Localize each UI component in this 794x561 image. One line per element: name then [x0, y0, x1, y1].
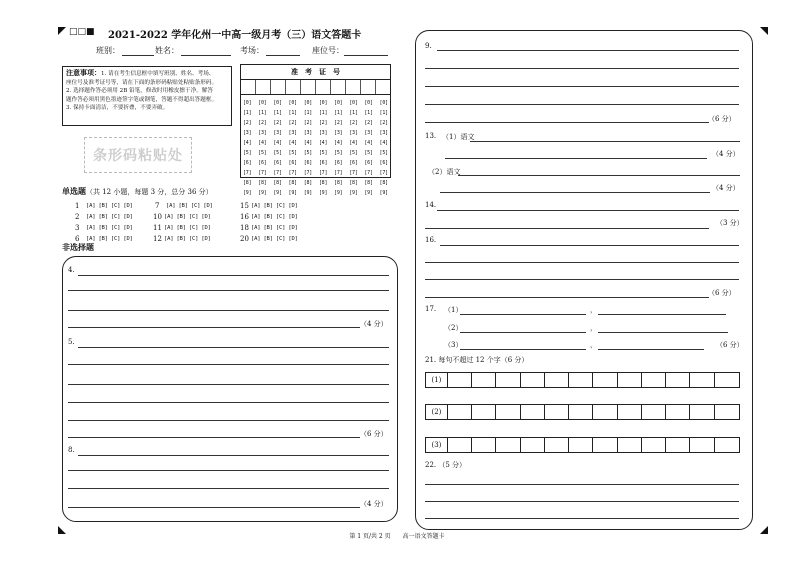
char-grid-label: (1) [426, 373, 448, 387]
char-grid-row [425, 372, 740, 388]
mcq-question-number: 3 [75, 224, 80, 232]
answer-line[interactable] [68, 364, 389, 365]
answer-line[interactable] [460, 314, 586, 315]
char-grid-cell[interactable] [472, 373, 496, 387]
admission-bubble[interactable]: [9] [364, 190, 373, 196]
admission-bubble[interactable]: [5] [288, 150, 297, 156]
char-grid-cell[interactable] [715, 373, 739, 387]
admission-bubble[interactable]: [8] [273, 180, 282, 186]
mcq-options[interactable]: [A] [B] [C] [D] [251, 203, 298, 209]
admission-bubble[interactable]: [3] [349, 130, 358, 136]
question-number: 16. [425, 236, 437, 244]
left-answer-box [62, 256, 398, 522]
admission-bubble[interactable]: [2] [258, 120, 267, 126]
answer-line[interactable] [68, 384, 389, 385]
admission-bubble[interactable]: [6] [273, 160, 282, 166]
mcq-question-number: 6 [75, 235, 80, 243]
mcq-note: （共 12 小题，每题 3 分，总分 36 分） [86, 188, 213, 196]
mcq-options[interactable]: [A] [B] [C] [D] [86, 236, 133, 242]
answer-line[interactable] [598, 314, 726, 315]
answer-line[interactable] [68, 327, 360, 328]
admission-bubble[interactable]: [5] [334, 150, 343, 156]
admission-bubble[interactable]: [5] [243, 150, 252, 156]
answer-line[interactable] [425, 104, 739, 105]
admission-bubble[interactable]: [8] [288, 180, 297, 186]
admission-bubble[interactable]: [4] [258, 140, 267, 146]
question-number: 14. [425, 201, 437, 209]
char-grid-cell[interactable] [593, 405, 617, 419]
admission-bubble[interactable]: [8] [258, 180, 267, 186]
admission-bubble[interactable]: [2] [349, 120, 358, 126]
mcq-question-number: 15 [240, 202, 249, 210]
notice-line: 2. 选择题作答必须用 2B 铅笔，修改时用橡皮擦干净。解答 [66, 88, 213, 95]
admission-bubble[interactable]: [5] [273, 150, 282, 156]
admission-bubble[interactable]: [6] [364, 160, 373, 166]
question-part: （2）语文 [428, 168, 461, 176]
admission-write-row [241, 80, 390, 95]
class-label: 班别： [96, 46, 120, 55]
char-grid-cell[interactable] [593, 438, 617, 452]
answer-line[interactable] [425, 262, 739, 263]
admission-bubble[interactable]: [8] [379, 180, 388, 186]
admission-bubble-row [243, 108, 388, 118]
char-grid-row [425, 437, 740, 453]
notice-heading: 注意事项： [66, 68, 101, 77]
admission-bubble[interactable]: [0] [258, 100, 267, 106]
char-grid-cell[interactable] [690, 438, 714, 452]
admission-bubble[interactable]: [4] [303, 140, 313, 146]
answer-line[interactable] [440, 245, 739, 246]
question-heading: 21. 每句不超过 12 个字（6 分） [425, 356, 529, 364]
admission-bubble[interactable]: [7] [288, 170, 297, 176]
char-grid-cell[interactable] [496, 405, 520, 419]
admission-bubble[interactable]: [1] [243, 110, 252, 116]
seat-label: 座位号： [312, 46, 344, 55]
char-grid-cell[interactable] [569, 405, 593, 419]
question-part: （1）语文 [442, 133, 475, 141]
admission-bubble[interactable]: [1] [364, 110, 373, 116]
admission-bubble[interactable]: [3] [334, 130, 343, 136]
page-title: 2021-2022 学年化州一中高一级月考（三）语文答题卡 [108, 30, 362, 41]
admission-bubble[interactable]: [6] [318, 160, 328, 166]
mcq-question-number: 18 [240, 224, 249, 232]
answer-line[interactable] [437, 210, 739, 211]
mcq-options[interactable]: [A] [B] [C] [D] [251, 214, 298, 220]
answer-line[interactable] [460, 349, 586, 350]
answer-line[interactable] [445, 158, 707, 159]
question-part: （3） [444, 341, 463, 349]
char-grid-cell[interactable] [618, 405, 642, 419]
admission-bubble[interactable]: [2] [243, 120, 252, 126]
answer-line[interactable] [598, 332, 728, 333]
admission-bubble[interactable]: [5] [258, 150, 267, 156]
answer-line[interactable] [68, 507, 360, 508]
admission-bubble[interactable]: [1] [303, 110, 313, 116]
mcq-question-number: 7 [155, 202, 160, 210]
char-grid-cell[interactable] [642, 373, 666, 387]
char-grid-cell[interactable] [715, 405, 739, 419]
answer-line[interactable] [68, 290, 389, 291]
answer-line[interactable] [78, 455, 389, 456]
admission-bubble[interactable]: [3] [288, 130, 297, 136]
char-grid-cell[interactable] [448, 438, 472, 452]
notice-line: 3. 保持卡面清洁，不要折叠，不要弄破。 [66, 105, 169, 112]
right-answer-box [415, 30, 753, 530]
mcq-options[interactable]: [A] [B] [C] [D] [166, 203, 213, 209]
mcq-question-number: 16 [240, 213, 249, 221]
admission-bubble-row [243, 188, 388, 198]
admission-bubble[interactable]: [7] [243, 170, 252, 176]
mcq-question-number: 12 [153, 235, 162, 243]
admission-bubble[interactable]: [2] [334, 120, 343, 126]
mcq-options[interactable]: [A] [B] [C] [D] [86, 203, 133, 209]
admission-bubble[interactable]: [0] [334, 100, 343, 106]
mcq-question-number: 2 [75, 213, 80, 221]
answer-line[interactable] [425, 228, 709, 229]
mcq-question-number: 1 [75, 202, 80, 210]
mcq-question-number: 11 [153, 224, 162, 232]
admission-bubble[interactable]: [3] [273, 130, 282, 136]
answer-line[interactable] [437, 50, 739, 51]
admission-bubble[interactable]: [1] [288, 110, 297, 116]
notice-line: 1. 请在考生信息框中填写班别、姓名、考场、 [101, 71, 215, 77]
admission-bubble[interactable]: [0] [318, 100, 328, 106]
admission-bubble[interactable]: [6] [349, 160, 358, 166]
answer-line[interactable] [425, 501, 739, 502]
admission-bubble[interactable]: [4] [243, 140, 252, 146]
admission-bubble[interactable]: [4] [364, 140, 373, 146]
admission-bubble[interactable]: [9] [349, 190, 358, 196]
char-grid-cell[interactable] [496, 373, 520, 387]
admission-bubble[interactable]: [5] [318, 150, 328, 156]
admission-bubble-row [243, 178, 388, 188]
admission-bubble[interactable]: [8] [364, 180, 373, 186]
comma: ， [590, 324, 597, 332]
char-grid-cell[interactable] [545, 405, 569, 419]
char-grid-cell[interactable] [666, 438, 690, 452]
admission-bubble[interactable]: [5] [349, 150, 358, 156]
notice-line: 座位号及准考证号等，请在下面的条形码粘贴处粘贴条形码。 [66, 79, 218, 86]
admission-bubble[interactable]: [1] [318, 110, 328, 116]
admission-bubble[interactable]: [8] [243, 180, 252, 186]
answer-line[interactable] [68, 437, 360, 438]
mcq-options[interactable]: [A] [B] [C] [D] [251, 236, 298, 242]
admission-bubble[interactable]: [1] [379, 110, 388, 116]
admission-bubble[interactable]: [9] [288, 190, 297, 196]
name-label: 姓名： [155, 46, 179, 55]
answer-line[interactable] [425, 122, 709, 123]
mcq-options[interactable]: [A] [B] [C] [D] [164, 225, 211, 231]
answer-line[interactable] [460, 332, 586, 333]
admission-bubble[interactable]: [7] [303, 170, 313, 176]
barcode-area [84, 137, 192, 173]
mcq-options[interactable]: [A] [B] [C] [D] [86, 225, 133, 231]
char-grid-cell[interactable] [545, 438, 569, 452]
admission-bubble[interactable]: [4] [273, 140, 282, 146]
question-score: （4 分） [712, 150, 740, 158]
char-grid-cell[interactable] [521, 373, 545, 387]
answer-line[interactable] [470, 141, 740, 142]
answer-line[interactable] [68, 402, 389, 403]
corner-mark-top-left [58, 27, 66, 35]
admission-bubble[interactable]: [8] [318, 180, 328, 186]
admission-bubble[interactable]: [1] [273, 110, 282, 116]
barcode-label: 条形码粘贴处 [93, 148, 183, 164]
char-grid-cell[interactable] [569, 373, 593, 387]
char-grid-cell[interactable] [448, 405, 472, 419]
admission-bubble[interactable]: [2] [379, 120, 388, 126]
char-grid-cell[interactable] [545, 373, 569, 387]
admission-bubble[interactable]: [5] [364, 150, 373, 156]
admission-bubble[interactable]: [1] [258, 110, 267, 116]
admission-bubble-row [243, 98, 388, 108]
admission-bubble[interactable]: [0] [243, 100, 252, 106]
admission-bubble[interactable]: [0] [349, 100, 358, 106]
admission-bubble[interactable]: [9] [303, 190, 313, 196]
answer-line[interactable] [78, 275, 389, 276]
admission-bubble[interactable]: [3] [243, 130, 252, 136]
admission-bubble[interactable]: [0] [288, 100, 297, 106]
char-grid-cell[interactable] [618, 438, 642, 452]
admission-bubble[interactable]: [9] [318, 190, 328, 196]
char-grid-cell[interactable] [642, 405, 666, 419]
char-grid-cell[interactable] [472, 405, 496, 419]
admission-number-box [240, 64, 391, 196]
notice-line: 题作答必须用黑色墨迹签字笔或钢笔，答题不得超出答题框。 [66, 96, 218, 103]
admission-bubble[interactable]: [4] [334, 140, 343, 146]
question-score: （4 分） [712, 184, 740, 192]
notice-box [62, 66, 232, 126]
admission-bubble-row [243, 118, 388, 128]
question-number: 5. [68, 338, 75, 346]
answer-line[interactable] [68, 310, 389, 311]
admission-bubble[interactable]: [7] [349, 170, 358, 176]
admission-bubble[interactable]: [3] [258, 130, 267, 136]
admission-bubble-row [243, 168, 388, 178]
admission-bubble[interactable]: [9] [243, 190, 252, 196]
admission-bubble[interactable]: [0] [273, 100, 282, 106]
admission-bubbles [241, 95, 390, 198]
char-grid-cell[interactable] [690, 373, 714, 387]
mcq-heading [62, 186, 213, 197]
admission-bubble-row [243, 148, 388, 158]
question-number: 13. [425, 132, 437, 140]
admission-bubble[interactable]: [6] [288, 160, 297, 166]
admission-bubble[interactable]: [4] [318, 140, 328, 146]
char-grid-cell[interactable] [666, 405, 690, 419]
admission-heading: 准 考 证 号 [241, 65, 390, 80]
admission-bubble[interactable]: [9] [258, 190, 267, 196]
char-grid-cell[interactable] [690, 405, 714, 419]
question-number: 8. [68, 446, 75, 454]
char-grid-cell[interactable] [472, 438, 496, 452]
admission-bubble[interactable]: [3] [318, 130, 328, 136]
admission-bubble[interactable]: [3] [303, 130, 313, 136]
answer-line[interactable] [598, 349, 704, 350]
question-number: 17. [425, 305, 437, 313]
mcq-options[interactable]: [A] [B] [C] [D] [164, 214, 211, 220]
admission-bubble[interactable]: [2] [303, 120, 313, 126]
admission-bubble[interactable]: [8] [334, 180, 343, 186]
admission-bubble[interactable]: [2] [318, 120, 328, 126]
room-label: 考场： [240, 46, 264, 55]
header-marker: □□■ [69, 27, 95, 37]
char-grid-cell[interactable] [496, 438, 520, 452]
comma: ， [590, 341, 597, 349]
question-score: （6 分） [708, 289, 736, 297]
admission-bubble[interactable]: [2] [273, 120, 282, 126]
answer-line[interactable] [68, 420, 389, 421]
char-grid-label: (3) [426, 438, 448, 452]
answer-line[interactable] [425, 86, 739, 87]
admission-bubble[interactable]: [8] [303, 180, 313, 186]
mcq-options[interactable]: [A] [B] [C] [D] [251, 225, 298, 231]
answer-line[interactable] [68, 488, 389, 489]
admission-bubble-row [243, 128, 388, 138]
admission-bubble[interactable]: [7] [334, 170, 343, 176]
nonmcq-heading: 非选择题 [62, 242, 94, 252]
answer-line[interactable] [440, 192, 710, 193]
question-score: （4 分） [360, 320, 388, 328]
answer-line[interactable] [425, 297, 709, 298]
question-score: （6 分） [716, 341, 744, 349]
admission-bubble[interactable]: [7] [258, 170, 267, 176]
admission-bubble[interactable]: [7] [364, 170, 373, 176]
admission-bubble[interactable]: [0] [303, 100, 313, 106]
admission-bubble[interactable]: [7] [379, 170, 388, 176]
admission-bubble[interactable]: [4] [349, 140, 358, 146]
answer-line[interactable] [68, 470, 389, 471]
mcq-question-number: 20 [240, 235, 249, 243]
admission-bubble[interactable]: [7] [273, 170, 282, 176]
question-score: （6 分） [360, 430, 388, 438]
admission-bubble[interactable]: [0] [364, 100, 373, 106]
admission-bubble-row [243, 158, 388, 168]
admission-bubble-row [243, 138, 388, 148]
mcq-options[interactable]: [A] [B] [C] [D] [164, 236, 211, 242]
admission-bubble[interactable]: [6] [258, 160, 267, 166]
answer-line[interactable] [425, 518, 739, 519]
answer-line[interactable] [425, 68, 739, 69]
comma: ， [590, 306, 597, 314]
admission-bubble[interactable]: [6] [243, 160, 252, 166]
admission-bubble[interactable]: [9] [379, 190, 388, 196]
char-grid-label: (2) [426, 405, 448, 419]
admission-bubble[interactable]: [2] [288, 120, 297, 126]
admission-bubble[interactable]: [6] [303, 160, 313, 166]
admission-bubble[interactable]: [4] [379, 140, 388, 146]
corner-mark-top-right [760, 27, 768, 35]
mcq-options[interactable]: [A] [B] [C] [D] [86, 214, 133, 220]
admission-bubble[interactable]: [6] [379, 160, 388, 166]
admission-bubble[interactable]: [8] [349, 180, 358, 186]
admission-bubble[interactable]: [9] [334, 190, 343, 196]
mcq-question-number: 10 [153, 213, 162, 221]
admission-bubble[interactable]: [5] [303, 150, 313, 156]
admission-bubble[interactable]: [0] [379, 100, 388, 106]
char-grid-cell[interactable] [666, 373, 690, 387]
question-part: （2） [444, 324, 463, 332]
page-footer: 第 1 页/共 2 页 高一语文答题卡 [349, 533, 445, 540]
char-grid-cell[interactable] [593, 373, 617, 387]
question-score: （6 分） [708, 115, 736, 123]
admission-bubble[interactable]: [6] [334, 160, 343, 166]
question-score: （3 分） [716, 219, 744, 227]
answer-line[interactable] [425, 279, 739, 280]
admission-bubble[interactable]: [1] [334, 110, 343, 116]
char-grid-cell[interactable] [569, 438, 593, 452]
char-grid-row [425, 404, 740, 420]
admission-bubble[interactable]: [4] [288, 140, 297, 146]
answer-line[interactable] [458, 175, 740, 176]
question-number: 4. [68, 266, 75, 274]
admission-bubble[interactable]: [5] [379, 150, 388, 156]
question-part: （1） [444, 306, 463, 314]
char-grid-cell[interactable] [642, 438, 666, 452]
answer-line[interactable] [78, 347, 389, 348]
char-grid-cell[interactable] [715, 438, 739, 452]
char-grid-cell[interactable] [448, 373, 472, 387]
char-grid-cell[interactable] [521, 438, 545, 452]
question-heading: 22. （5 分） [425, 461, 467, 469]
mcq-heading-label: 单选题 [62, 186, 86, 196]
char-grid-cell[interactable] [521, 405, 545, 419]
question-score: （4 分） [360, 500, 388, 508]
admission-bubble[interactable]: [2] [364, 120, 373, 126]
char-grid-cell[interactable] [618, 373, 642, 387]
admission-bubble[interactable]: [9] [273, 190, 282, 196]
admission-bubble[interactable]: [1] [349, 110, 358, 116]
admission-bubble[interactable]: [3] [379, 130, 388, 136]
question-number: 9. [425, 42, 432, 50]
admission-bubble[interactable]: [3] [364, 130, 373, 136]
answer-line[interactable] [425, 484, 739, 485]
admission-bubble[interactable]: [7] [318, 170, 328, 176]
